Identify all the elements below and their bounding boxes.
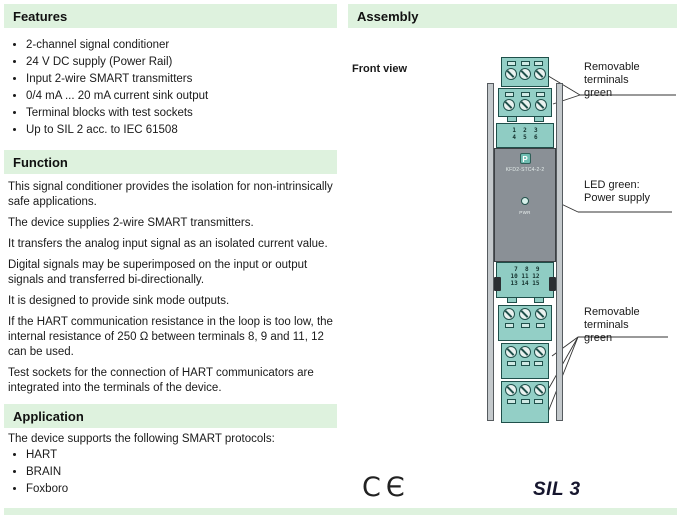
pepperl-fuchs-logo: P	[520, 153, 531, 164]
test-socket-row	[502, 361, 548, 366]
assembly-title: Assembly	[357, 8, 419, 24]
test-socket	[536, 92, 545, 97]
terminal-numbers: 7 8 9	[510, 266, 540, 273]
function-paragraph: It is designed to provide sink mode outputs.	[8, 295, 230, 307]
terminal-numbers: 10 11 12	[510, 273, 540, 280]
terminal-numbers: 13 14 15	[510, 280, 540, 287]
screw-row	[499, 308, 551, 320]
application-header	[4, 404, 337, 428]
terminal-number-panel-top	[496, 123, 554, 148]
feature-item: • 0/4 mA ... 20 mA current sink output	[26, 88, 351, 105]
notch	[534, 117, 544, 122]
device-front-view	[487, 57, 563, 425]
test-socket	[507, 399, 516, 404]
function-paragraph: The device supplies 2-wire SMART transmitters.	[8, 217, 254, 229]
features-header	[4, 4, 337, 28]
terminal-numbers: 1 2 3	[512, 127, 538, 134]
terminal-block-bottom	[501, 381, 549, 423]
function-paragraph: If the HART communication resistance in the loop is too low, the internal resistance of 250 Ω between terminals 8, 9 and 11, 12 can be used.	[8, 316, 333, 358]
housing-notches	[498, 298, 552, 304]
callout-line: Removable terminals	[584, 61, 640, 86]
test-socket-row	[502, 61, 548, 66]
test-socket	[536, 323, 545, 328]
function-header	[4, 150, 337, 174]
test-socket	[521, 399, 530, 404]
feature-item: • Terminal blocks with test sockets	[26, 105, 351, 122]
test-socket	[521, 323, 530, 328]
test-socket-row	[499, 92, 551, 97]
terminal-screw-icon	[505, 384, 517, 396]
function-title: Function	[13, 154, 68, 170]
terminal-screw-icon	[519, 68, 531, 80]
power-led-icon	[495, 192, 555, 210]
function-paragraph: This signal conditioner provides the isolation for non-intrinsically safe applications.	[8, 181, 333, 208]
test-socket	[507, 361, 516, 366]
screw-row	[502, 68, 548, 80]
test-socket	[534, 361, 543, 366]
features-list	[4, 37, 351, 139]
mounting-clamp	[549, 277, 556, 291]
callout-line: LED green:	[584, 179, 640, 191]
test-socket-row	[499, 323, 551, 328]
function-paragraph: It transfers the analog input signal as an isolated current value.	[8, 238, 328, 250]
front-view-label: Front view	[352, 63, 408, 75]
screw-row	[502, 346, 548, 358]
device-housing	[494, 148, 556, 262]
terminal-screw-icon	[505, 346, 517, 358]
test-socket	[521, 92, 530, 97]
screw-row	[499, 99, 551, 111]
housing-rail-right	[556, 83, 563, 421]
application-title: Application	[13, 408, 84, 424]
protocol-item: • HART	[26, 447, 351, 464]
callout-line: green	[584, 332, 613, 344]
terminal-screw-icon	[503, 99, 515, 111]
assembly-header	[348, 4, 677, 28]
test-socket	[507, 61, 516, 66]
mounting-clamp	[494, 277, 501, 291]
test-socket-row	[502, 399, 548, 404]
callout-line: green	[584, 87, 613, 99]
housing-rail-left	[487, 83, 494, 421]
function-text	[8, 180, 336, 402]
feature-item: • Up to SIL 2 acc. to IEC 61508	[26, 122, 351, 139]
device-model-label: KFD2-STC4-2-2	[505, 167, 545, 173]
notch	[534, 298, 544, 303]
terminal-screw-icon	[503, 308, 515, 320]
terminal-screw-icon	[534, 346, 546, 358]
callout-removable-terminals-top	[584, 61, 682, 100]
terminal-screw-icon	[519, 346, 531, 358]
terminal-block-upper	[498, 88, 552, 117]
test-socket	[521, 61, 530, 66]
test-socket	[534, 399, 543, 404]
sil3-mark: SIL 3	[533, 479, 581, 500]
terminal-screw-icon	[534, 384, 546, 396]
terminal-block-top	[501, 57, 549, 87]
terminal-screw-icon	[519, 99, 531, 111]
test-socket	[521, 361, 530, 366]
terminal-block-lower-2	[501, 343, 549, 379]
test-socket	[505, 323, 514, 328]
application-intro: The device supports the following SMART protocols:	[8, 433, 275, 445]
terminal-numbers: 4 5 6	[512, 134, 538, 141]
features-title: Features	[13, 8, 68, 24]
protocol-item: • BRAIN	[26, 464, 351, 481]
ce-mark: CЄ	[362, 472, 410, 503]
terminal-screw-icon	[535, 308, 547, 320]
test-socket	[534, 61, 543, 66]
test-socket	[505, 92, 514, 97]
next-section-divider	[4, 508, 677, 515]
terminal-screw-icon	[505, 68, 517, 80]
function-paragraph: Digital signals may be superimposed on the input or output signals and transferred bi-directionally.	[8, 259, 308, 286]
callout-led-power	[584, 179, 650, 205]
feature-item: • 24 V DC supply (Power Rail)	[26, 54, 351, 71]
terminal-number-panel-bottom	[496, 262, 554, 298]
feature-item: • 2-channel signal conditioner	[26, 37, 351, 54]
terminal-screw-icon	[535, 99, 547, 111]
terminal-screw-icon	[534, 68, 546, 80]
callout-line: Power supply	[584, 192, 651, 204]
notch	[507, 117, 517, 122]
power-led-label: PWR	[519, 210, 531, 215]
feature-item: • Input 2-wire SMART transmitters	[26, 71, 351, 88]
terminal-screw-icon	[519, 308, 531, 320]
application-list	[4, 447, 351, 498]
terminal-block-lower	[498, 305, 552, 341]
protocol-item: • Foxboro	[26, 481, 351, 498]
callout-removable-terminals-bottom	[584, 306, 682, 345]
notch	[507, 298, 517, 303]
callout-line: Removable terminals	[584, 306, 640, 331]
terminal-screw-icon	[519, 384, 531, 396]
screw-row	[502, 384, 548, 396]
function-paragraph: Test sockets for the connection of HART communicators are integrated into the terminals of the device.	[8, 367, 314, 394]
